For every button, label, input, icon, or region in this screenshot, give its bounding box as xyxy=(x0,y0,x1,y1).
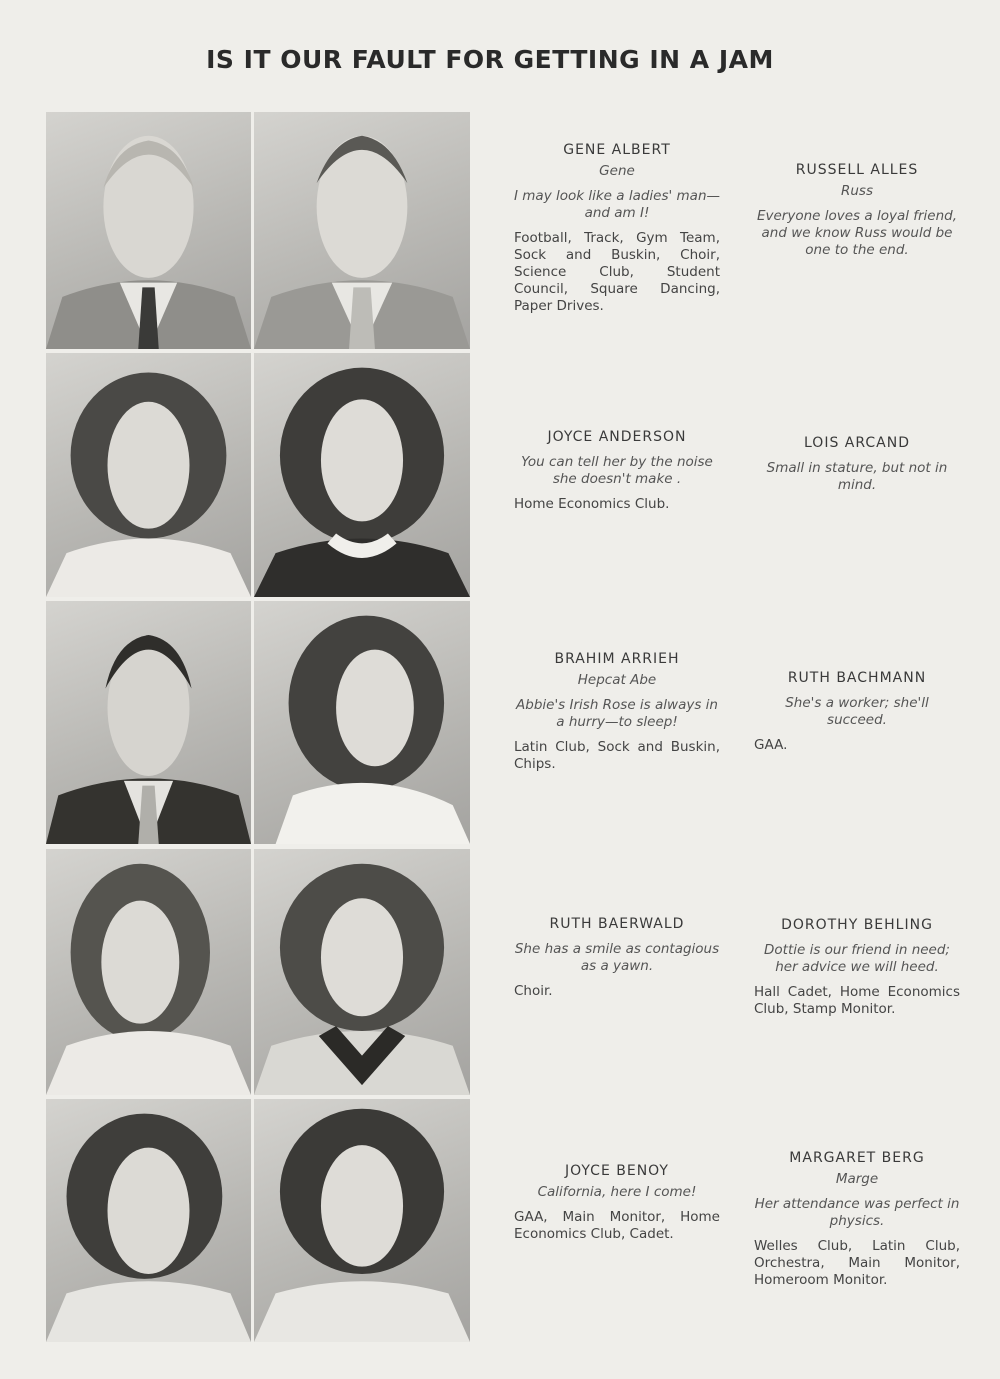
student-name: JOYCE ANDERSON xyxy=(547,429,687,445)
portrait-photo xyxy=(254,849,470,1095)
student-bio xyxy=(514,916,720,1000)
student-quote: Abbie's Irish Rose is always in a hurry—to sleep! xyxy=(516,697,718,730)
student-activities: GAA, Main Monitor, Home Economics Club, Cadet. xyxy=(514,1209,720,1242)
student-name: RUSSELL ALLES xyxy=(795,162,919,178)
portrait-photo xyxy=(46,601,251,844)
student-activities: Football, Track, Gym Team, Sock and Buskin, Choir, Science Club, Student Council, Square Dancing, Paper Drives. xyxy=(514,230,720,314)
student-name: LOIS ARCAND xyxy=(804,435,910,451)
student-activities: Choir. xyxy=(514,983,553,999)
student-name: DOROTHY BEHLING xyxy=(781,917,933,933)
student-activities: Home Economics Club. xyxy=(514,496,670,512)
student-bio xyxy=(514,1163,720,1243)
student-name: RUTH BACHMANN xyxy=(787,670,927,686)
student-quote: I may look like a ladies' man—and am I! xyxy=(514,188,721,221)
portrait-photo xyxy=(254,112,470,349)
student-bio xyxy=(754,670,960,754)
student-quote: You can tell her by the noise she doesn't make . xyxy=(521,454,713,487)
student-name: GENE ALBERT xyxy=(563,142,671,158)
portrait-grid xyxy=(46,112,478,1342)
student-quote: She's a worker; she'll succeed. xyxy=(785,695,929,728)
student-quote: Everyone loves a loyal friend, and we know Russ would be one to the end. xyxy=(756,208,958,258)
portrait-photo xyxy=(254,1099,470,1342)
student-name: MARGARET BERG xyxy=(789,1150,925,1166)
student-nickname: Gene xyxy=(599,163,635,179)
student-bio xyxy=(754,435,960,494)
student-bio xyxy=(754,917,960,1018)
student-bio xyxy=(514,142,720,315)
student-activities: Hall Cadet, Home Economics Club, Stamp Monitor. xyxy=(754,984,960,1017)
student-bio xyxy=(514,651,720,773)
portrait-photo xyxy=(46,1099,251,1342)
student-bio xyxy=(754,162,960,259)
student-quote: Her attendance was perfect in physics. xyxy=(754,1196,960,1229)
page-title: IS IT OUR FAULT FOR GETTING IN A JAM xyxy=(206,44,774,74)
student-nickname: Marge xyxy=(835,1171,879,1187)
student-quote: Small in stature, but not in mind. xyxy=(766,460,948,493)
student-bio xyxy=(754,1150,960,1289)
student-activities: Latin Club, Sock and Buskin, Chips. xyxy=(514,739,720,772)
student-activities: GAA. xyxy=(754,737,788,753)
student-quote: She has a smile as contagious as a yawn. xyxy=(514,941,720,974)
portrait-photo xyxy=(254,601,470,844)
portrait-photo xyxy=(254,353,470,597)
student-bio xyxy=(514,429,720,513)
student-nickname: California, here I come! xyxy=(537,1184,697,1200)
student-name: JOYCE BENOY xyxy=(565,1163,669,1179)
student-quote: Dottie is our friend in need; her advice we will heed. xyxy=(764,942,950,975)
student-name: BRAHIM ARRIEH xyxy=(554,651,680,667)
student-nickname: Russ xyxy=(840,183,873,199)
portrait-photo xyxy=(46,353,251,597)
portrait-photo xyxy=(46,112,251,349)
student-activities: Welles Club, Latin Club, Orchestra, Main Monitor, Homeroom Monitor. xyxy=(754,1238,960,1288)
portrait-photo xyxy=(46,849,251,1095)
student-name: RUTH BAERWALD xyxy=(549,916,685,932)
student-nickname: Hepcat Abe xyxy=(577,672,657,688)
